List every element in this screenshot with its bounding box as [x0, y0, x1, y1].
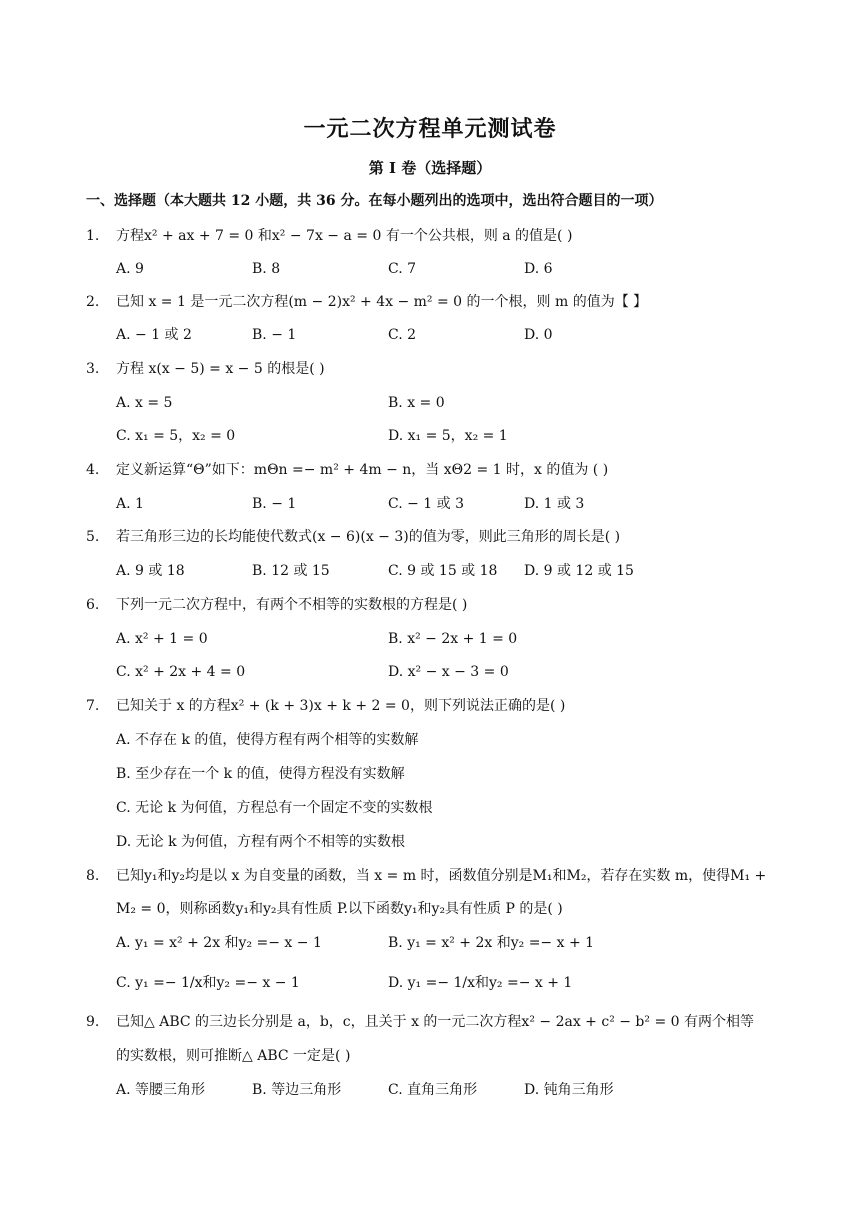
option-a: A. 等腰三角形: [116, 1082, 206, 1098]
option-c: C. 无论 k 为何值，方程总有一个固定不变的实数根: [116, 800, 433, 816]
option-c: C. x² + 2x + 4 = 0: [116, 664, 246, 680]
option-d: D. 6: [524, 261, 553, 277]
option-b: B. − 1: [252, 496, 297, 512]
question-stem: 方程 x(x − 5) = x − 5 的根是( ): [116, 361, 325, 377]
question-number: 2.: [86, 294, 100, 310]
option-b: B. x² − 2x + 1 = 0: [388, 631, 518, 647]
option-b: B. y₁ = x² + 2x 和y₂ =− x + 1: [388, 935, 595, 951]
section-heading: 一、选择题（本大题共 12 小题，共 36 分。在每小题列出的选项中，选出符合题目的一项）: [86, 193, 663, 209]
question-number: 8.: [86, 868, 100, 884]
question-number: 7.: [86, 698, 100, 714]
question-stem: 定义新运算“Θ”如下：mΘn =− m² + 4m − n，当 xΘ2 = 1 时，x 的值为 ( ): [116, 462, 609, 478]
option-d: D. 钝角三角形: [524, 1082, 614, 1098]
option-b: B. 等边三角形: [252, 1082, 342, 1098]
option-d: D. 9 或 12 或 15: [524, 563, 634, 579]
question-number: 5.: [86, 529, 100, 545]
question-stem: 已知关于 x 的方程x² + (k + 3)x + k + 2 = 0，则下列说法正确的是( ): [116, 698, 566, 714]
option-b: B. 12 或 15: [252, 563, 330, 579]
question-stem: 已知 x = 1 是一元二次方程(m − 2)x² + 4x − m² = 0 的一个根，则 m 的值为【 】: [116, 294, 648, 310]
question-number: 9.: [86, 1014, 100, 1030]
option-b: B. 8: [252, 261, 281, 277]
option-d: D. x² − x − 3 = 0: [388, 664, 509, 680]
option-b: B. 至少存在一个 k 的值，使得方程没有实数解: [116, 766, 405, 782]
option-c: C. − 1 或 3: [388, 496, 465, 512]
question-stem-line-2: 的实数根，则可推断△ ABC 一定是( ): [116, 1048, 351, 1064]
option-a: A. 9 或 18: [116, 563, 185, 579]
page-title: 一元二次方程单元测试卷: [303, 116, 557, 142]
page-subtitle: 第 I 卷（选择题）: [368, 159, 492, 177]
option-a: A. − 1 或 2: [116, 327, 192, 343]
option-a: A. 1: [116, 496, 144, 512]
option-a: A. x = 5: [116, 395, 173, 411]
option-c: C. 7: [388, 261, 417, 277]
option-d: D. 0: [524, 327, 553, 343]
option-d: D. y₁ =− 1/x和y₂ =− x + 1: [388, 975, 573, 991]
question-stem-line-1: 已知y₁和y₂均是以 x 为自变量的函数，当 x = m 时，函数值分别是M₁和M₂，若存在实数 m，使得M₁ +: [116, 868, 767, 884]
option-c: C. y₁ =− 1/x和y₂ =− x − 1: [116, 975, 300, 991]
option-c: C. x₁ = 5，x₂ = 0: [116, 428, 236, 444]
question-number: 3.: [86, 361, 100, 377]
option-c: C. 9 或 15 或 18: [388, 563, 498, 579]
question-number: 4.: [86, 462, 100, 478]
option-a: A. 9: [116, 261, 144, 277]
question-stem: 下列一元二次方程中，有两个不相等的实数根的方程是( ): [116, 597, 468, 613]
option-c: C. 2: [388, 327, 417, 343]
question-stem-line-2: M₂ = 0，则称函数y₁和y₂具有性质 P.以下函数y₁和y₂具有性质 P 的是( ): [116, 901, 563, 917]
question-number: 1.: [86, 228, 100, 244]
option-a: A. 不存在 k 的值，使得方程有两个相等的实数解: [116, 732, 419, 748]
option-b: B. x = 0: [388, 395, 445, 411]
question-stem: 若三角形三边的长均能使代数式(x − 6)(x − 3)的值为零，则此三角形的周长是( ): [116, 529, 621, 545]
question-stem: 方程x² + ax + 7 = 0 和x² − 7x − a = 0 有一个公共根，则 a 的值是( ): [116, 228, 573, 244]
option-d: D. 无论 k 为何值，方程有两个不相等的实数根: [116, 834, 406, 850]
option-d: D. x₁ = 5，x₂ = 1: [388, 428, 508, 444]
option-d: D. 1 或 3: [524, 496, 585, 512]
question-stem-line-1: 已知△ ABC 的三边长分别是 a，b，c，且关于 x 的一元二次方程x² − 2ax + c² − b² = 0 有两个相等: [116, 1014, 754, 1030]
option-b: B. − 1: [252, 327, 297, 343]
option-a: A. x² + 1 = 0: [116, 631, 208, 647]
option-c: C. 直角三角形: [388, 1082, 478, 1098]
option-a: A. y₁ = x² + 2x 和y₂ =− x − 1: [116, 935, 322, 951]
question-number: 6.: [86, 597, 100, 613]
